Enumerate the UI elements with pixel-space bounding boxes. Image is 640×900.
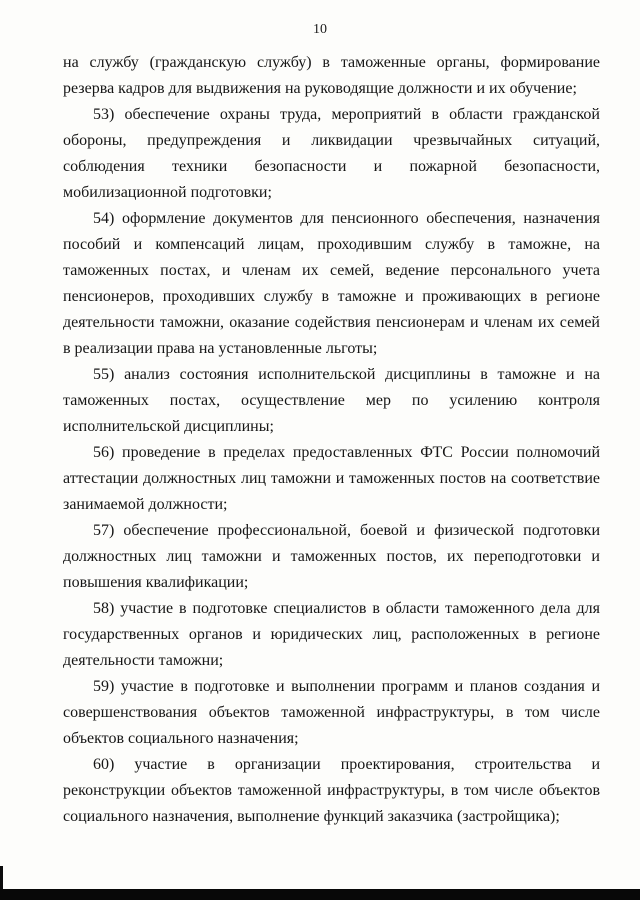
paragraph-item-54: 54) оформление документов для пенсионного обеспечения, назначения пособий и компенсаций лицам, проходившим службу в таможне, на таможенных постах, и членам их семей, ведение персонального учета пенсионеров, проходивших службу в таможне и проживающих в регионе деятельности таможни, оказание содействия пенсионерам и членам их семей в реализации права на установленные льготы; [63, 210, 600, 357]
scan-artifact-bottom-edge [0, 889, 640, 900]
paragraph-item-53: 53) обеспечение охраны труда, мероприятий в области гражданской обороны, предупреждения и ликвидации чрезвычайных ситуаций, соблюдения техники безопасности и пожарной безопасности, мобилизационной подготовки; [63, 106, 600, 201]
paragraph-continuation: на службу (гражданскую службу) в таможенные органы, формирование резерва кадров для выдвижения на руководящие должности и их обучение; [63, 54, 600, 97]
page-number: 10 [313, 22, 327, 37]
paragraph-item-60: 60) участие в организации проектирования, строительства и реконструкции объектов таможенной инфраструктуры, в том числе объектов социального назначения, выполнение функций заказчика (застройщика); [63, 756, 600, 825]
paragraph-item-59: 59) участие в подготовке и выполнении программ и планов создания и совершенствования объектов таможенной инфраструктуры, в том числе объектов социального назначения; [63, 678, 600, 747]
paragraph-item-58: 58) участие в подготовке специалистов в области таможенного дела для государственных органов и юридических лиц, расположенных в регионе деятельности таможни; [63, 600, 600, 669]
paragraph-item-55: 55) анализ состояния исполнительской дисциплины в таможне и на таможенных постах, осуществление мер по усилению контроля исполнительской дисциплины; [63, 366, 600, 435]
paragraph-item-56: 56) проведение в пределах предоставленных ФТС России полномочий аттестации должностных лиц таможни и таможенных постов на соответствие занимаемой должности; [63, 444, 600, 513]
paragraph-item-57: 57) обеспечение профессиональной, боевой и физической подготовки должностных лиц таможни и таможенных постов, их переподготовки и повышения квалификации; [63, 522, 600, 591]
document-body [63, 50, 600, 830]
